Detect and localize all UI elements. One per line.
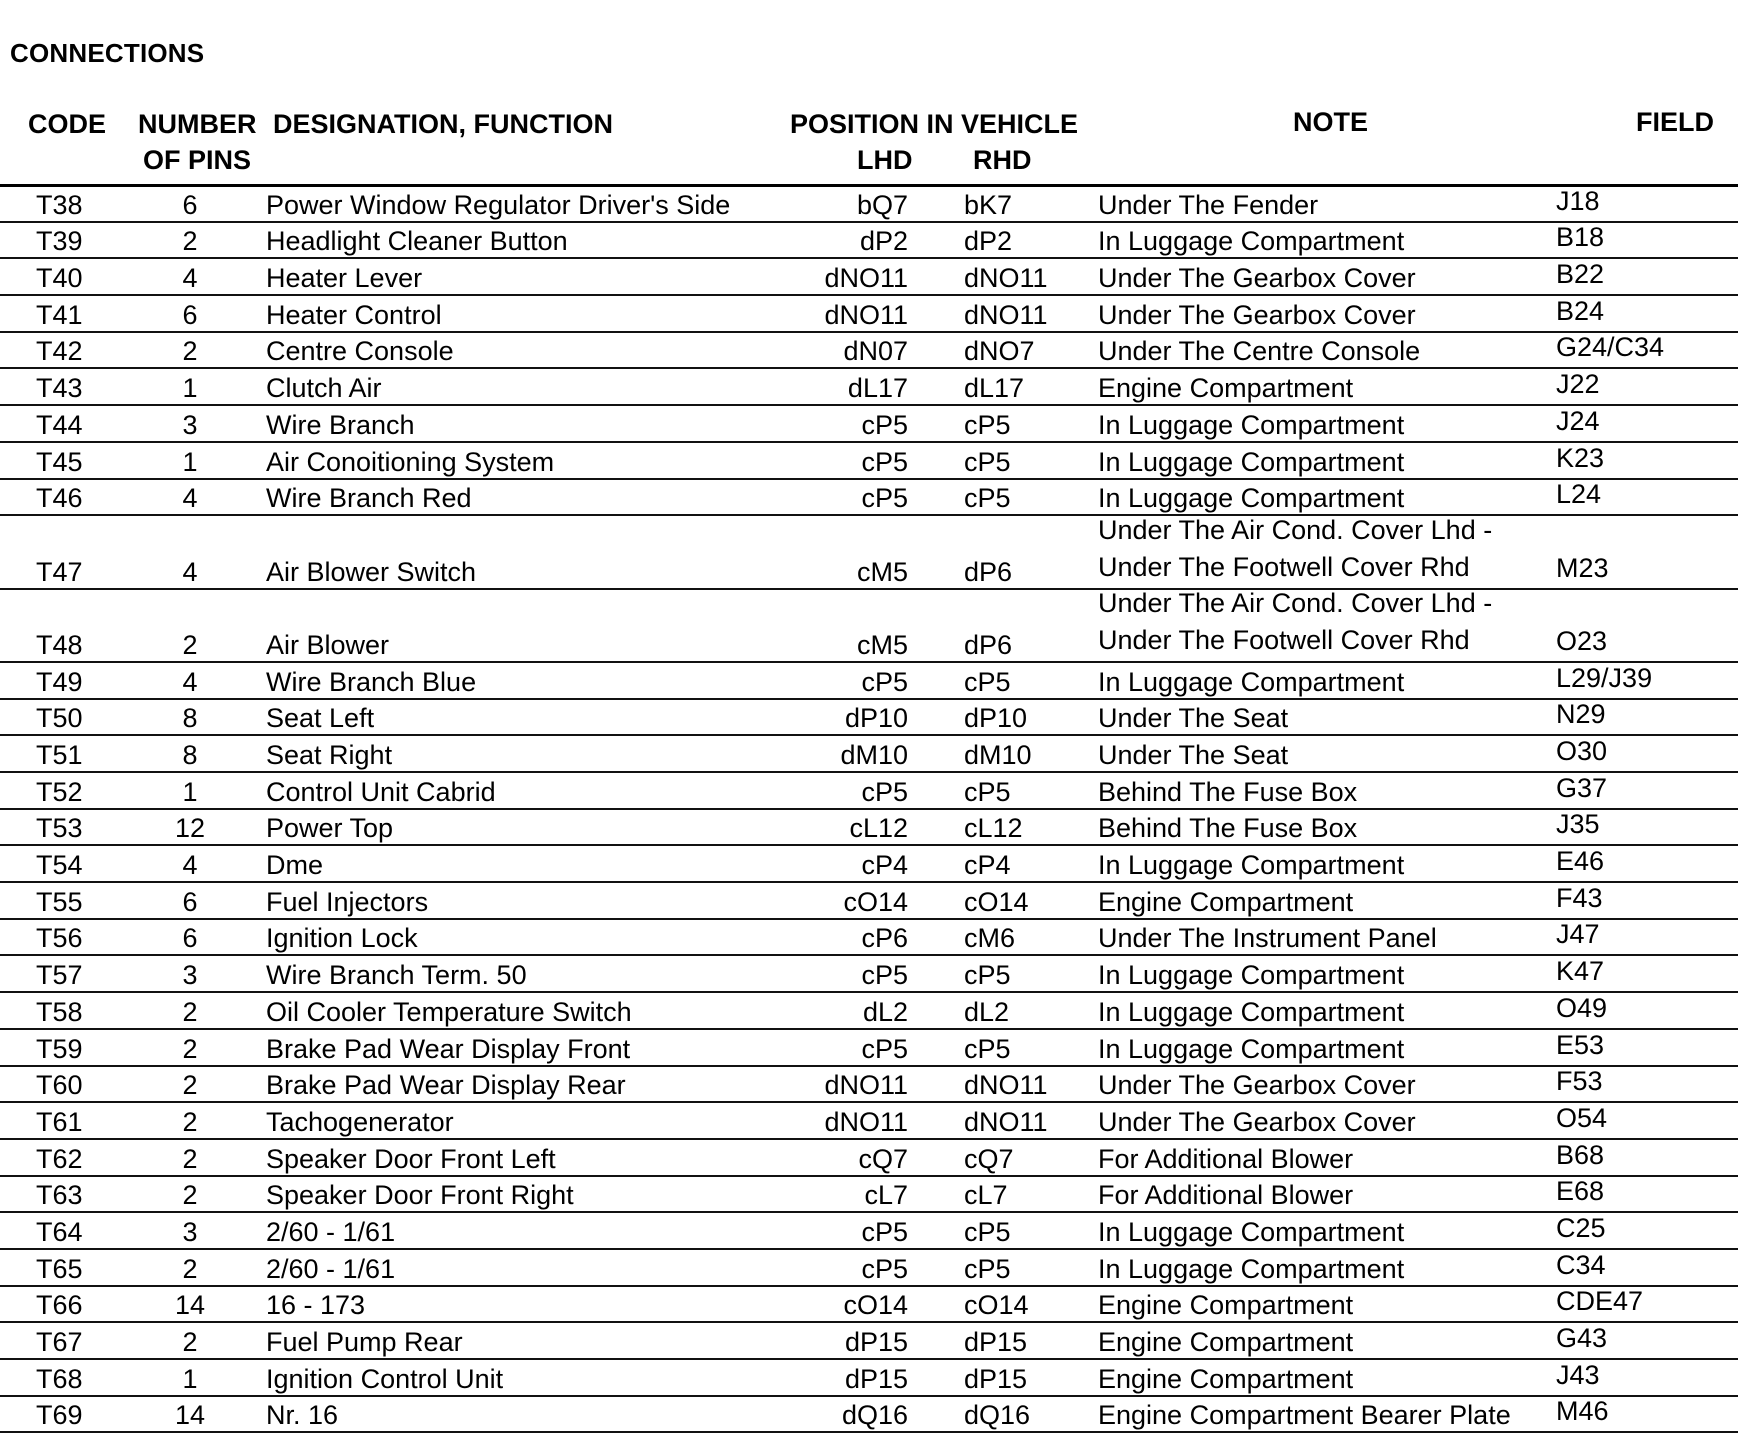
cell-note: Under The Seat: [1098, 740, 1289, 771]
cell-field: J22: [1556, 369, 1600, 400]
cell-lhd: dNO11: [824, 1070, 908, 1101]
cell-field: N29: [1556, 699, 1606, 730]
cell-field: K23: [1556, 442, 1605, 473]
cell-field: J35: [1556, 809, 1600, 840]
table-row: [0, 223, 1738, 260]
cell-pins: 12: [174, 813, 206, 844]
table-row: [0, 186, 1738, 223]
cell-note: In Luggage Compartment: [1098, 960, 1405, 991]
cell-designation: Heater Lever: [266, 263, 423, 294]
table-row: [0, 1287, 1738, 1324]
cell-pins: 1: [182, 1363, 198, 1394]
cell-code: T59: [36, 1033, 83, 1064]
cell-lhd: dP15: [844, 1363, 908, 1394]
table-row: [0, 1030, 1738, 1067]
cell-code: T39: [36, 226, 83, 257]
cell-lhd: cM5: [856, 629, 908, 660]
cell-lhd: cP5: [861, 960, 908, 991]
cell-code: T45: [36, 446, 83, 477]
cell-rhd: dNO11: [964, 299, 1048, 330]
header-position: POSITION IN VEHICLE: [790, 109, 1079, 139]
cell-designation: Centre Console: [266, 336, 454, 367]
cell-designation: Oil Cooler Temperature Switch: [266, 996, 632, 1027]
cell-code: T57: [36, 960, 83, 991]
cell-code: T54: [36, 850, 83, 881]
cell-code: T64: [36, 1216, 83, 1247]
cell-note: Under The Fender: [1098, 189, 1319, 220]
table-row: [0, 443, 1738, 480]
header-of-pins: OF PINS: [143, 145, 252, 175]
cell-code: T65: [36, 1253, 83, 1284]
cell-field: O54: [1556, 1102, 1608, 1133]
table-row: [0, 1360, 1738, 1397]
cell-lhd: dN07: [843, 336, 908, 367]
cell-code: T55: [36, 886, 83, 917]
cell-code: T52: [36, 776, 83, 807]
cell-rhd: cP5: [964, 666, 1011, 697]
header-lhd: LHD: [857, 145, 913, 175]
cell-code: T48: [36, 629, 83, 660]
cell-pins: 2: [182, 226, 198, 257]
cell-note: Under The Centre Console: [1098, 336, 1421, 367]
cell-note: In Luggage Compartment: [1098, 409, 1405, 440]
cell-field: CDE47: [1556, 1286, 1644, 1317]
cell-lhd: cP4: [861, 850, 908, 881]
header-note: NOTE: [1293, 107, 1369, 137]
table-row: [0, 1323, 1738, 1360]
cell-code: T38: [36, 189, 83, 220]
cell-designation: Fuel Pump Rear: [266, 1327, 463, 1358]
cell-rhd: cM6: [964, 923, 1016, 954]
cell-lhd: dP2: [859, 226, 908, 257]
cell-pins: 2: [182, 1327, 198, 1358]
cell-pins: 14: [174, 1400, 206, 1431]
cell-pins: 6: [182, 189, 198, 220]
header-number: NUMBER: [138, 109, 257, 139]
cell-rhd: cP5: [964, 776, 1011, 807]
cell-rhd: dP15: [964, 1363, 1028, 1394]
table-row: [0, 663, 1738, 700]
cell-field: E46: [1556, 846, 1605, 877]
cell-rhd: dP2: [964, 226, 1013, 257]
table-row: [0, 700, 1738, 737]
cell-lhd: cM5: [856, 556, 908, 587]
cell-pins: 6: [182, 923, 198, 954]
cell-designation: Control Unit Cabrid: [266, 776, 496, 807]
cell-field: C25: [1556, 1212, 1606, 1243]
cell-code: T42: [36, 336, 83, 367]
header-designation: DESIGNATION, FUNCTION: [273, 109, 613, 139]
cell-note: Under The Gearbox Cover: [1098, 1106, 1416, 1137]
cell-note: In Luggage Compartment: [1098, 850, 1405, 881]
cell-note: Behind The Fuse Box: [1098, 813, 1358, 844]
cell-code: T47: [36, 556, 83, 587]
cell-code: T60: [36, 1070, 83, 1101]
table-row: [0, 1213, 1738, 1250]
table-row: [0, 333, 1738, 370]
cell-pins: 1: [182, 776, 198, 807]
cell-designation: Wire Branch Term. 50: [266, 960, 527, 991]
cell-note: For Additional Blower: [1098, 1180, 1354, 1211]
table-row: [0, 587, 1738, 663]
cell-rhd: cQ7: [964, 1143, 1014, 1174]
cell-rhd: dP10: [964, 703, 1028, 734]
cell-lhd: bQ7: [856, 189, 908, 220]
cell-note: Under The Air Cond. Cover Lhd - Under The Footwell Cover Rhd: [1098, 514, 1493, 582]
cell-lhd: dL17: [847, 373, 908, 404]
cell-designation: Nr. 16: [266, 1400, 339, 1431]
cell-code: T41: [36, 299, 83, 330]
cell-rhd: cP5: [964, 1033, 1011, 1064]
cell-designation: Speaker Door Front Right: [266, 1180, 574, 1211]
cell-designation: Seat Left: [266, 703, 375, 734]
cell-designation: Seat Right: [266, 740, 393, 771]
cell-pins: 8: [182, 740, 198, 771]
cell-lhd: cP5: [861, 409, 908, 440]
cell-pins: 2: [182, 1143, 198, 1174]
cell-field: F43: [1556, 882, 1603, 913]
cell-designation: Dme: [266, 850, 324, 881]
cell-field: O23: [1556, 625, 1608, 656]
cell-lhd: dNO11: [824, 263, 908, 294]
cell-field: G43: [1556, 1323, 1608, 1354]
cell-designation: 2/60 - 1/61: [266, 1253, 396, 1284]
table-row: [0, 516, 1738, 589]
cell-rhd: dNO11: [964, 263, 1048, 294]
cell-code: T46: [36, 483, 83, 514]
cell-note: Engine Compartment: [1098, 1363, 1354, 1394]
cell-field: G24/C34: [1556, 332, 1665, 363]
cell-pins: 4: [182, 263, 198, 294]
cell-lhd: dNO11: [824, 1106, 908, 1137]
cell-lhd: dP10: [844, 703, 908, 734]
cell-lhd: cP5: [861, 1253, 908, 1284]
cell-lhd: cL7: [864, 1180, 908, 1211]
cell-designation: Wire Branch Blue: [266, 666, 477, 697]
cell-field: L24: [1556, 479, 1602, 510]
table-row: [0, 1103, 1738, 1140]
table-row: [0, 993, 1738, 1030]
table-row: [0, 1067, 1738, 1104]
cell-note: Under The Gearbox Cover: [1098, 263, 1416, 294]
cell-code: T51: [36, 740, 83, 771]
cell-field: B18: [1556, 222, 1605, 253]
cell-designation: Clutch Air: [266, 373, 382, 404]
cell-pins: 2: [182, 336, 198, 367]
cell-lhd: dQ16: [841, 1400, 908, 1431]
cell-pins: 4: [182, 556, 198, 587]
cell-field: B24: [1556, 295, 1605, 326]
cell-field: E68: [1556, 1176, 1605, 1207]
cell-note: In Luggage Compartment: [1098, 483, 1405, 514]
cell-code: T62: [36, 1143, 83, 1174]
cell-code: T49: [36, 666, 83, 697]
cell-designation: Tachogenerator: [266, 1106, 454, 1137]
cell-rhd: cP5: [964, 1216, 1011, 1247]
cell-rhd: bK7: [964, 189, 1013, 220]
cell-code: T53: [36, 813, 83, 844]
cell-rhd: cP5: [964, 483, 1011, 514]
cell-rhd: cO14: [964, 886, 1029, 917]
cell-rhd: dL17: [964, 373, 1025, 404]
table-row: [0, 406, 1738, 443]
cell-code: T66: [36, 1290, 83, 1321]
cell-designation: Wire Branch: [266, 409, 415, 440]
cell-designation: Power Top: [266, 813, 394, 844]
cell-note: For Additional Blower: [1098, 1143, 1354, 1174]
cell-note: Engine Compartment: [1098, 886, 1354, 917]
cell-pins: 4: [182, 666, 198, 697]
cell-rhd: dP15: [964, 1327, 1028, 1358]
table-row: [0, 736, 1738, 773]
cell-code: T43: [36, 373, 83, 404]
cell-lhd: cO14: [843, 1290, 908, 1321]
cell-designation: Speaker Door Front Left: [266, 1143, 556, 1174]
cell-designation: Air Blower: [266, 629, 390, 660]
cell-pins: 2: [182, 1253, 198, 1284]
cell-pins: 2: [182, 1033, 198, 1064]
cell-lhd: cL12: [849, 813, 908, 844]
cell-rhd: cP5: [964, 446, 1011, 477]
cell-note: In Luggage Compartment: [1098, 996, 1405, 1027]
table-row: [0, 1397, 1738, 1434]
cell-rhd: cO14: [964, 1290, 1029, 1321]
cell-note: In Luggage Compartment: [1098, 1253, 1405, 1284]
cell-lhd: cP5: [861, 666, 908, 697]
cell-field: J43: [1556, 1359, 1600, 1390]
cell-rhd: dQ16: [964, 1400, 1031, 1431]
cell-designation: Power Window Regulator Driver's Side: [266, 189, 731, 220]
cell-rhd: cP5: [964, 960, 1011, 991]
cell-lhd: cP5: [861, 1216, 908, 1247]
cell-lhd: cO14: [843, 886, 908, 917]
cell-code: T40: [36, 263, 83, 294]
cell-note: In Luggage Compartment: [1098, 1216, 1405, 1247]
cell-lhd: dL2: [862, 996, 908, 1027]
table-row: [0, 810, 1738, 847]
cell-lhd: cP5: [861, 483, 908, 514]
cell-code: T69: [36, 1400, 83, 1431]
cell-note: In Luggage Compartment: [1098, 446, 1405, 477]
cell-pins: 2: [182, 629, 198, 660]
cell-note: Engine Compartment: [1098, 373, 1354, 404]
cell-field: B22: [1556, 259, 1605, 290]
cell-note: In Luggage Compartment: [1098, 666, 1405, 697]
cell-field: K47: [1556, 956, 1605, 987]
cell-pins: 2: [182, 1070, 198, 1101]
cell-note: In Luggage Compartment: [1098, 1033, 1405, 1064]
cell-code: T68: [36, 1363, 83, 1394]
cell-field: B68: [1556, 1139, 1605, 1170]
cell-code: T44: [36, 409, 83, 440]
cell-field: J24: [1556, 405, 1600, 436]
cell-code: T56: [36, 923, 83, 954]
cell-note: Engine Compartment: [1098, 1327, 1354, 1358]
cell-rhd: cP5: [964, 409, 1011, 440]
cell-rhd: dNO11: [964, 1106, 1048, 1137]
cell-designation: Ignition Lock: [266, 923, 418, 954]
cell-designation: 2/60 - 1/61: [266, 1216, 396, 1247]
cell-field: F53: [1556, 1066, 1603, 1097]
cell-field: E53: [1556, 1029, 1605, 1060]
cell-note: Under The Instrument Panel: [1098, 923, 1437, 954]
cell-designation: Brake Pad Wear Display Front: [266, 1033, 631, 1064]
cell-note: Under The Air Cond. Cover Lhd - Under The Footwell Cover Rhd: [1098, 587, 1493, 655]
cell-designation: 16 - 173: [266, 1290, 366, 1321]
cell-field: J47: [1556, 919, 1600, 950]
cell-code: T67: [36, 1327, 83, 1358]
cell-pins: 2: [182, 1180, 198, 1211]
cell-pins: 6: [182, 299, 198, 330]
cell-pins: 3: [182, 1216, 198, 1247]
cell-note: Engine Compartment Bearer Plate: [1098, 1400, 1511, 1431]
cell-pins: 4: [182, 850, 198, 881]
cell-note: Engine Compartment: [1098, 1290, 1354, 1321]
cell-field: G37: [1556, 772, 1608, 803]
cell-designation: Heater Control: [266, 299, 442, 330]
cell-field: M23: [1556, 552, 1609, 583]
cell-lhd: dNO11: [824, 299, 908, 330]
cell-pins: 4: [182, 483, 198, 514]
cell-code: T63: [36, 1180, 83, 1211]
cell-designation: Headlight Cleaner Button: [266, 226, 568, 257]
cell-rhd: cP4: [964, 850, 1011, 881]
table-row: [0, 883, 1738, 920]
cell-lhd: dM10: [840, 740, 908, 771]
cell-code: T58: [36, 996, 83, 1027]
cell-rhd: cL12: [964, 813, 1023, 844]
cell-lhd: cQ7: [858, 1143, 908, 1174]
cell-pins: 1: [182, 446, 198, 477]
cell-designation: Fuel Injectors: [266, 886, 429, 917]
table-row: [0, 773, 1738, 810]
cell-lhd: dP15: [844, 1327, 908, 1358]
cell-pins: 6: [182, 886, 198, 917]
cell-lhd: cP5: [861, 446, 908, 477]
cell-field: J18: [1556, 185, 1600, 216]
cell-note: Under The Gearbox Cover: [1098, 1070, 1416, 1101]
cell-rhd: dP6: [964, 556, 1013, 587]
cell-field: L29/J39: [1556, 662, 1653, 693]
cell-pins: 3: [182, 409, 198, 440]
table-row: [0, 1250, 1738, 1287]
cell-code: T61: [36, 1106, 83, 1137]
cell-note: In Luggage Compartment: [1098, 226, 1405, 257]
cell-rhd: dM10: [964, 740, 1032, 771]
cell-designation: Wire Branch Red: [266, 483, 472, 514]
header-field: FIELD: [1636, 107, 1714, 137]
table-row: [0, 259, 1738, 296]
cell-designation: Air Blower Switch: [266, 556, 477, 587]
cell-pins: 8: [182, 703, 198, 734]
cell-rhd: cP5: [964, 1253, 1011, 1284]
cell-pins: 1: [182, 373, 198, 404]
cell-rhd: dL2: [964, 996, 1010, 1027]
cell-field: M46: [1556, 1396, 1609, 1427]
cell-designation: Air Conoitioning System: [266, 446, 555, 477]
cell-note: Under The Gearbox Cover: [1098, 299, 1416, 330]
cell-pins: 3: [182, 960, 198, 991]
cell-designation: Ignition Control Unit: [266, 1363, 504, 1394]
cell-field: C34: [1556, 1249, 1606, 1280]
cell-designation: Brake Pad Wear Display Rear: [266, 1070, 626, 1101]
cell-rhd: cL7: [964, 1180, 1008, 1211]
cell-lhd: cP6: [861, 923, 908, 954]
table-row: [0, 920, 1738, 957]
cell-pins: 2: [182, 996, 198, 1027]
table-row: [0, 369, 1738, 406]
table-row: [0, 1140, 1738, 1177]
cell-lhd: cP5: [861, 1033, 908, 1064]
table-row: [0, 296, 1738, 333]
table-row: [0, 1177, 1738, 1214]
cell-pins: 2: [182, 1106, 198, 1137]
cell-rhd: dNO11: [964, 1070, 1048, 1101]
cell-rhd: dNO7: [964, 336, 1035, 367]
table-row: [0, 956, 1738, 993]
cell-lhd: cP5: [861, 776, 908, 807]
header-rhd: RHD: [973, 145, 1032, 175]
cell-field: O30: [1556, 736, 1608, 767]
cell-pins: 14: [174, 1290, 206, 1321]
page-title: CONNECTIONS: [10, 38, 205, 68]
cell-note: Under The Seat: [1098, 703, 1289, 734]
cell-rhd: dP6: [964, 629, 1013, 660]
connections-table: [0, 186, 1738, 1433]
cell-code: T50: [36, 703, 83, 734]
cell-note: Behind The Fuse Box: [1098, 776, 1358, 807]
cell-field: O49: [1556, 992, 1608, 1023]
header-code: CODE: [28, 109, 107, 139]
table-row: [0, 846, 1738, 883]
